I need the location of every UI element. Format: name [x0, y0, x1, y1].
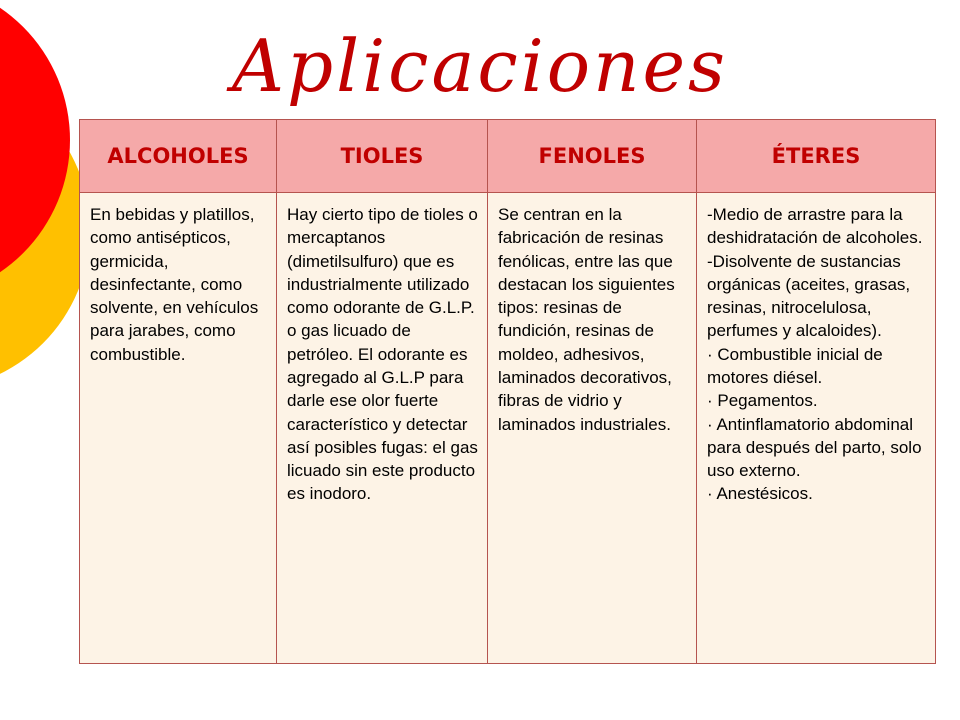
cell-text-fenoles: Se centran en la fabricación de resinas fenólicas, entre las que destacan los siguientes tipos: resinas de fundición, resinas de moldeo, adhesivos, laminados decorativos, fibras de vidrio y laminados industriales. — [498, 205, 675, 434]
cell-eteres — [697, 193, 936, 664]
cell-tioles — [277, 193, 488, 664]
table-header-row — [80, 120, 936, 193]
header-fenoles: FENOLES — [488, 120, 697, 193]
cell-text-eteres: -Medio de arrastre para la deshidratación de alcoholes. -Disolvente de sustancias orgánicas (aceites, grasas, resinas, nitrocelulosa, perfumes y alcaloides). · Combustible inicial de motores diésel. · Pegamentos. · Antinflamatorio abdominal para después del parto, solo uso externo. · Anestésicos. — [707, 205, 923, 504]
header-alcoholes: ALCOHOLES — [80, 120, 277, 193]
cell-text-alcoholes: En bebidas y platillos, como antisépticos, germicida, desinfectante, como solvente, en vehículos para jarabes, como combustible. — [90, 205, 259, 364]
cell-fenoles — [488, 193, 697, 664]
table-row — [80, 193, 936, 664]
header-tioles: TIOLES — [277, 120, 488, 193]
cell-alcoholes — [80, 193, 277, 664]
applications-table — [79, 119, 936, 664]
slide-title: Aplicaciones — [231, 24, 729, 108]
cell-text-tioles: Hay cierto tipo de tioles o mercaptanos (dimetilsulfuro) que es industrialmente utilizado como odorante de G.L.P. o gas licuado de petróleo. El odorante es agregado al G.L.P para darle ese olor fuerte característico y detectar así posibles fugas: el gas licuado sin este producto es inodoro. — [287, 205, 478, 504]
header-eteres: ÉTERES — [697, 120, 936, 193]
